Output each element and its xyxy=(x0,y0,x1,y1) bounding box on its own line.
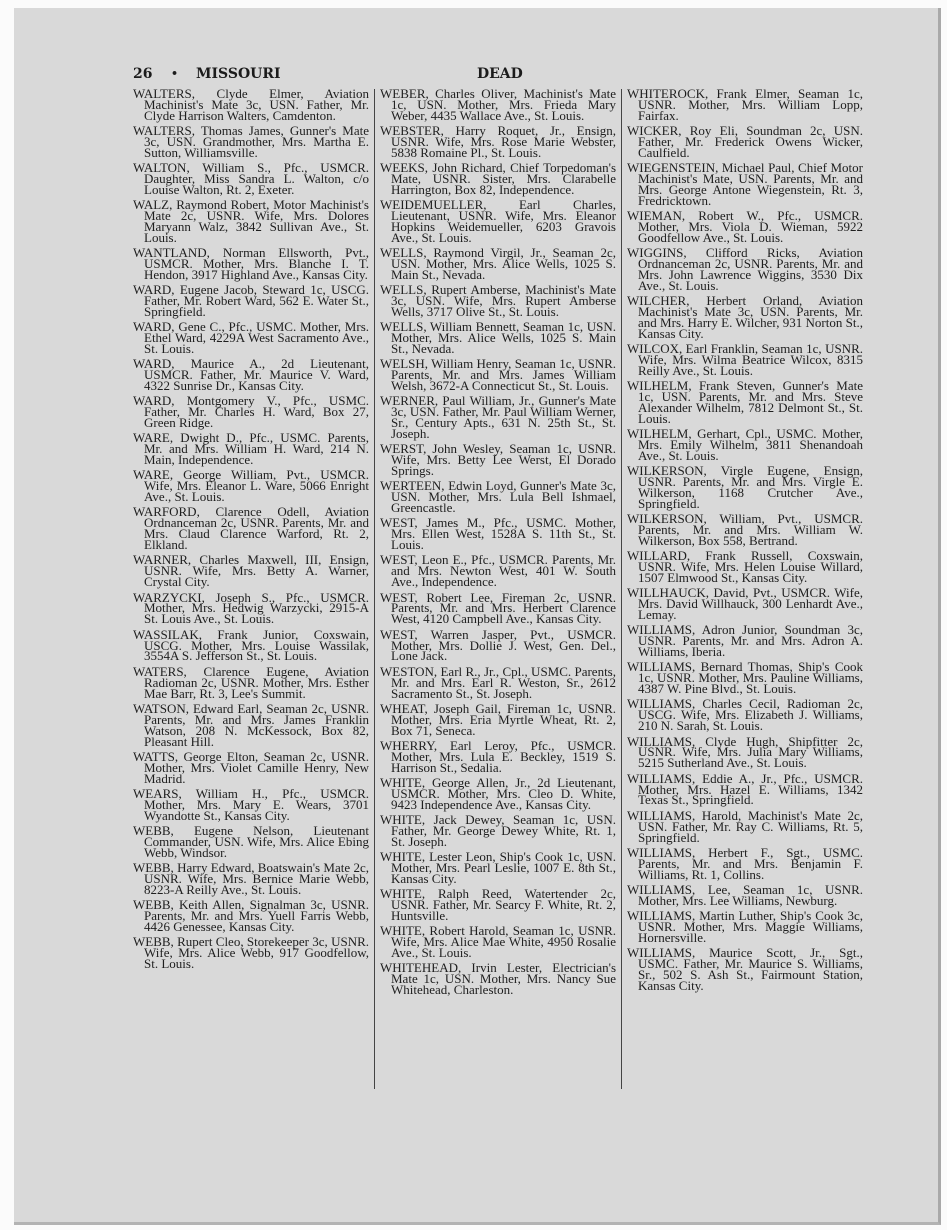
casualty-entry: WARZYCKI, Joseph S., Pfc., USMCR. Mother, Mrs. Hedwig Warzycki, 2915-A St. Louis Ave., St. Louis. xyxy=(133,589,369,627)
section-heading: DEAD xyxy=(477,66,523,82)
casualty-entry: WALTON, William S., Pfc., USMCR. Daughter, Miss Sandra L. Walton, c/o Louise Walton, Rt. 2, Exeter. xyxy=(133,160,369,197)
casualty-entry: WEST, Leon E., Pfc., USMCR. Parents, Mr. and Mrs. Newton West, 401 W. South Ave., Independence. xyxy=(380,552,616,590)
casualty-entry: WILKERSON, William, Pvt., USMCR. Parents, Mr. and Mrs. William W. Wilkerson, Box 558, Bertrand. xyxy=(627,511,863,549)
casualty-entry: WHITE, George Allen, Jr., 2d Lieutenant, USMCR. Mother, Mrs. Cleo D. White, 9423 Independence Ave., Kansas City. xyxy=(380,774,616,812)
casualty-entry: WELLS, Rupert Amberse, Machinist's Mate 3c, USN. Wife, Mrs. Rupert Amberse Wells, 3717 Olive St., St. Louis. xyxy=(380,282,616,320)
casualty-entry: WEST, James M., Pfc., USMC. Mother, Mrs. Ellen West, 1528A S. 11th St., St. Louis. xyxy=(380,515,616,553)
casualty-entry: WATTS, George Elton, Seaman 2c, USNR. Mother, Mrs. Violet Camille Henry, New Madrid. xyxy=(133,748,369,786)
casualty-entry: WEBER, Charles Oliver, Machinist's Mate 1c, USN. Mother, Mrs. Frieda Mary Weber, 4435 Wallace Ave., St. Louis. xyxy=(380,86,616,123)
casualty-entry: WEST, Warren Jasper, Pvt., USMCR. Mother, Mrs. Dollie J. West, Gen. Del., Lone Jack. xyxy=(380,626,616,664)
casualty-entry: WERTEEN, Edwin Loyd, Gunner's Mate 3c, USN. Mother, Mrs. Lula Bell Ishmael, Greencastle. xyxy=(380,478,616,516)
casualty-entry: WHITE, Lester Leon, Ship's Cook 1c, USN. Mother, Mrs. Pearl Leslie, 1007 E. 8th St., Kansas City. xyxy=(380,848,616,886)
casualty-entry: WELSH, William Henry, Seaman 1c, USNR. Parents, Mr. and Mrs. James William Welsh, 3672-A Connecticut St., St. Louis. xyxy=(380,356,616,394)
casualty-entry: WILCHER, Herbert Orland, Aviation Machinist's Mate 3c, USN. Parents, Mr. and Mrs. Harry E. Wilcher, 931 Norton St., Kansas City. xyxy=(627,293,863,341)
casualty-entry: WEBSTER, Harry Roquet, Jr., Ensign, USNR. Wife, Mrs. Rose Marie Webster, 5838 Romaine Pl., St. Louis. xyxy=(380,123,616,160)
casualty-entry: WARD, Eugene Jacob, Steward 1c, USCG. Father, Mr. Robert Ward, 562 E. Water St., Springfield. xyxy=(133,282,369,320)
bullet-icon: • xyxy=(171,67,179,80)
casualty-entry: WILKERSON, Virgle Eugene, Ensign, USNR. Parents, Mr. and Mrs. Virgle E. Wilkerson, 1168 Crutcher Ave., Springfield. xyxy=(627,463,863,512)
casualty-entry: WHITE, Jack Dewey, Seaman 1c, USN. Father, Mr. George Dewey White, Rt. 1, St. Joseph. xyxy=(380,811,616,849)
state-heading: MISSOURI xyxy=(196,66,281,82)
casualty-entry: WEIDEMUELLER, Earl Charles, Lieutenant, USNR. Wife, Mrs. Eleanor Hopkins Weidemueller, 6203 Gravois Ave., St. Louis. xyxy=(380,197,616,245)
casualty-entry: WEBB, Rupert Cleo, Storekeeper 3c, USNR. Wife, Mrs. Alice Webb, 917 Goodfellow, St. Louis. xyxy=(133,933,369,971)
casualty-entry: WERNER, Paul William, Jr., Gunner's Mate 3c, USN. Father, Mr. Paul William Werner, Sr., Century Apts., 631 N. 25th St., St. Joseph. xyxy=(380,393,616,442)
page-header xyxy=(133,66,833,84)
casualty-entry: WALTERS, Thomas James, Gunner's Mate 3c, USN. Grandmother, Mrs. Martha E. Sutton, Williamsville. xyxy=(133,123,369,160)
casualty-entry: WELLS, Raymond Virgil, Jr., Seaman 2c, USN. Mother, Mrs. Alice Wells, 1025 S. Main St., Nevada. xyxy=(380,245,616,283)
casualty-entry: WILLIAMS, Charles Cecil, Radioman 2c, USCG. Wife, Mrs. Elizabeth J. Williams, 210 N. Sarah, St. Louis. xyxy=(627,696,863,734)
column-divider xyxy=(374,89,375,1089)
casualty-entry: WARE, Dwight D., Pfc., USMC. Parents, Mr. and Mrs. William H. Ward, 214 N. Main, Independence. xyxy=(133,430,369,468)
casualty-entry: WILLIAMS, Clyde Hugh, Shipfitter 2c, USNR. Wife, Mrs. Julia Mary Williams, 5215 Sutherland Ave., St. Louis. xyxy=(627,733,863,771)
casualty-entry: WHERRY, Earl Leroy, Pfc., USMCR. Mother, Mrs. Lula E. Beckley, 1519 S. Harrison St., Sedalia. xyxy=(380,737,616,775)
casualty-entry: WHITE, Ralph Reed, Watertender 2c, USNR. Father, Mr. Searcy F. White, Rt. 2, Huntsville. xyxy=(380,885,616,923)
casualty-entry: WELLS, William Bennett, Seaman 1c, USN. Mother, Mrs. Alice Wells, 1025 S. Main St., Nevada. xyxy=(380,319,616,357)
casualty-entry: WEBB, Eugene Nelson, Lieutenant Commander, USN. Wife, Mrs. Alice Ebing Webb, Windsor. xyxy=(133,822,369,860)
casualty-entry: WEEKS, John Richard, Chief Torpedoman's Mate, USNR. Sister, Mrs. Clarabelle Harrington, Box 82, Independence. xyxy=(380,160,616,197)
casualty-entry: WILHELM, Frank Steven, Gunner's Mate 1c, USN. Parents, Mr. and Mrs. Steve Alexander Wilhelm, 7812 Delmont St., St. Louis. xyxy=(627,378,863,427)
casualty-entry: WILLIAMS, Adron Junior, Soundman 3c, USNR. Parents, Mr. and Mrs. Adron A. Williams, Iberia. xyxy=(627,622,863,660)
casualty-entry: WILLIAMS, Maurice Scott, Jr., Sgt., USMC. Father, Mr. Maurice S. Williams, Sr., 502 S. Ash St., Fairmount Station, Kansas City. xyxy=(627,944,863,993)
casualty-entry: WERST, John Wesley, Seaman 1c, USNR. Wife, Mrs. Betty Lee Werst, El Dorado Springs. xyxy=(380,441,616,479)
casualty-entry: WASSILAK, Frank Junior, Coxswain, USCG. Mother, Mrs. Louise Wassilak, 3554A S. Jefferson St., St. Louis. xyxy=(133,626,369,664)
casualty-entry: WESTON, Earl R., Jr., Cpl., USMC. Parents, Mr. and Mrs. Earl R. Weston, Sr., 2612 Sacramento St., St. Joseph. xyxy=(380,663,616,701)
column-divider xyxy=(621,89,622,1089)
page-number: 26 xyxy=(133,66,153,82)
casualty-entry: WATSON, Edward Earl, Seaman 2c, USNR. Parents, Mr. and Mrs. James Franklin Watson, 208 N. McKessock, Box 82, Pleasant Hill. xyxy=(133,700,369,749)
casualty-entry: WIGGINS, Clifford Ricks, Aviation Ordnanceman 2c, USNR. Parents, Mr. and Mrs. John Lawrence Wiggins, 3530 Dix Ave., St. Louis. xyxy=(627,245,863,293)
casualty-entry: WHEAT, Joseph Gail, Fireman 1c, USNR. Mother, Mrs. Eria Myrtle Wheat, Rt. 2, Box 71, Seneca. xyxy=(380,700,616,738)
casualty-entry: WILLIAMS, Eddie A., Jr., Pfc., USMCR. Mother, Mrs. Hazel E. Williams, 1342 Texas St., Springfield. xyxy=(627,770,863,808)
casualty-entry: WIEMAN, Robert W., Pfc., USMCR. Mother, Mrs. Viola D. Wieman, 5922 Goodfellow Ave., St. Louis. xyxy=(627,208,863,245)
column-3 xyxy=(627,86,863,996)
casualty-entry: WARFORD, Clarence Odell, Aviation Ordnanceman 2c, USNR. Parents, Mr. and Mrs. Claud Clarence Warford, Rt. 2, Elkland. xyxy=(133,504,369,553)
casualty-entry: WEBB, Harry Edward, Boatswain's Mate 2c, USNR. Wife, Mrs. Bernice Marie Webb, 8223-A Reilly Ave., St. Louis. xyxy=(133,859,369,897)
casualty-entry: WEBB, Keith Allen, Signalman 3c, USNR. Parents, Mr. and Mrs. Yuell Farris Webb, 4426 Genessee, Kansas City. xyxy=(133,896,369,934)
casualty-entry: WILCOX, Earl Franklin, Seaman 1c, USNR. Wife, Mrs. Wilma Beatrice Wilcox, 8315 Reilly Ave., St. Louis. xyxy=(627,341,863,379)
casualty-entry: WILLIAMS, Harold, Machinist's Mate 2c, USN. Father, Mr. Ray C. Williams, Rt. 5, Springfield. xyxy=(627,807,863,845)
casualty-entry: WARE, George William, Pvt., USMCR. Wife, Mrs. Eleanor L. Ware, 5066 Enright Ave., St. Louis. xyxy=(133,467,369,505)
casualty-entry: WILLIAMS, Herbert F., Sgt., USMC. Parents, Mr. and Mrs. Benjamin F. Williams, Rt. 1, Collins. xyxy=(627,844,863,882)
casualty-entry: WEST, Robert Lee, Fireman 2c, USNR. Parents, Mr. and Mrs. Herbert Clarence West, 4120 Campbell Ave., Kansas City. xyxy=(380,589,616,627)
casualty-entry: WARNER, Charles Maxwell, III, Ensign, USNR. Wife, Mrs. Betty A. Warner, Crystal City. xyxy=(133,552,369,590)
casualty-entry: WALTERS, Clyde Elmer, Aviation Machinist's Mate 3c, USN. Father, Mr. Clyde Harrison Walters, Camdenton. xyxy=(133,86,369,123)
casualty-entry: WARD, Maurice A., 2d Lieutenant, USMCR. Father, Mr. Maurice V. Ward, 4322 Sunrise Dr., Kansas City. xyxy=(133,356,369,394)
column-2 xyxy=(380,86,616,1000)
casualty-entry: WHITEROCK, Frank Elmer, Seaman 1c, USNR. Mother, Mrs. William Lopp, Fairfax. xyxy=(627,86,863,123)
casualty-entry: WHITEHEAD, Irvin Lester, Electrician's Mate 1c, USN. Mother, Mrs. Nancy Sue Whitehead, Charleston. xyxy=(380,959,616,997)
casualty-entry: WARD, Montgomery V., Pfc., USMC. Father, Mr. Charles H. Ward, Box 27, Green Ridge. xyxy=(133,393,369,431)
casualty-entry: WICKER, Roy Eli, Soundman 2c, USN. Father, Mr. Frederick Owens Wicker, Caulfield. xyxy=(627,123,863,160)
casualty-entry: WANTLAND, Norman Ellsworth, Pvt., USMCR. Mother, Mrs. Blanche I. T. Hendon, 3917 Highland Ave., Kansas City. xyxy=(133,245,369,283)
casualty-entry: WIEGENSTEIN, Michael Paul, Chief Motor Machinist's Mate, USN. Parents, Mr. and Mrs. George Antone Wiegenstein, Rt. 3, Fredricktown. xyxy=(627,160,863,208)
casualty-entry: WILLIAMS, Lee, Seaman 1c, USNR. Mother, Mrs. Lee Williams, Newburg. xyxy=(627,881,863,908)
casualty-entry: WALZ, Raymond Robert, Motor Machinist's Mate 2c, USNR. Wife, Mrs. Dolores Maryann Walz, 3842 Sullivan Ave., St. Louis. xyxy=(133,197,369,245)
casualty-entry: WHITE, Robert Harold, Seaman 1c, USNR. Wife, Mrs. Alice Mae White, 4950 Rosalie Ave., St. Louis. xyxy=(380,922,616,960)
casualty-entry: WATERS, Clarence Eugene, Aviation Radioman 2c, USNR. Mother, Mrs. Esther Mae Barr, Rt. 3, Lee's Summit. xyxy=(133,663,369,701)
casualty-entry: WILLIAMS, Bernard Thomas, Ship's Cook 1c, USNR. Mother, Mrs. Pauline Williams, 4387 W. Pine Blvd., St. Louis. xyxy=(627,659,863,697)
column-1 xyxy=(133,86,369,974)
casualty-entry: WEARS, William H., Pfc., USMCR. Mother, Mrs. Mary E. Wears, 3701 Wyandotte St., Kansas City. xyxy=(133,785,369,823)
casualty-entry: WILHELM, Gerhart, Cpl., USMC. Mother, Mrs. Emily Wilhelm, 3811 Shenandoah Ave., St. Louis. xyxy=(627,426,863,464)
casualty-entry: WILLIAMS, Martin Luther, Ship's Cook 3c, USNR. Mother, Mrs. Maggie Williams, Hornersville. xyxy=(627,907,863,945)
casualty-entry: WARD, Gene C., Pfc., USMC. Mother, Mrs. Ethel Ward, 4229A West Sacramento Ave., St. Louis. xyxy=(133,319,369,357)
casualty-entry: WILLARD, Frank Russell, Coxswain, USNR. Wife, Mrs. Helen Louise Willard, 1507 Elmwood St., Kansas City. xyxy=(627,548,863,586)
casualty-entry: WILLHAUCK, David, Pvt., USMCR. Wife, Mrs. David Willhauck, 300 Lenhardt Ave., Lemay. xyxy=(627,585,863,623)
